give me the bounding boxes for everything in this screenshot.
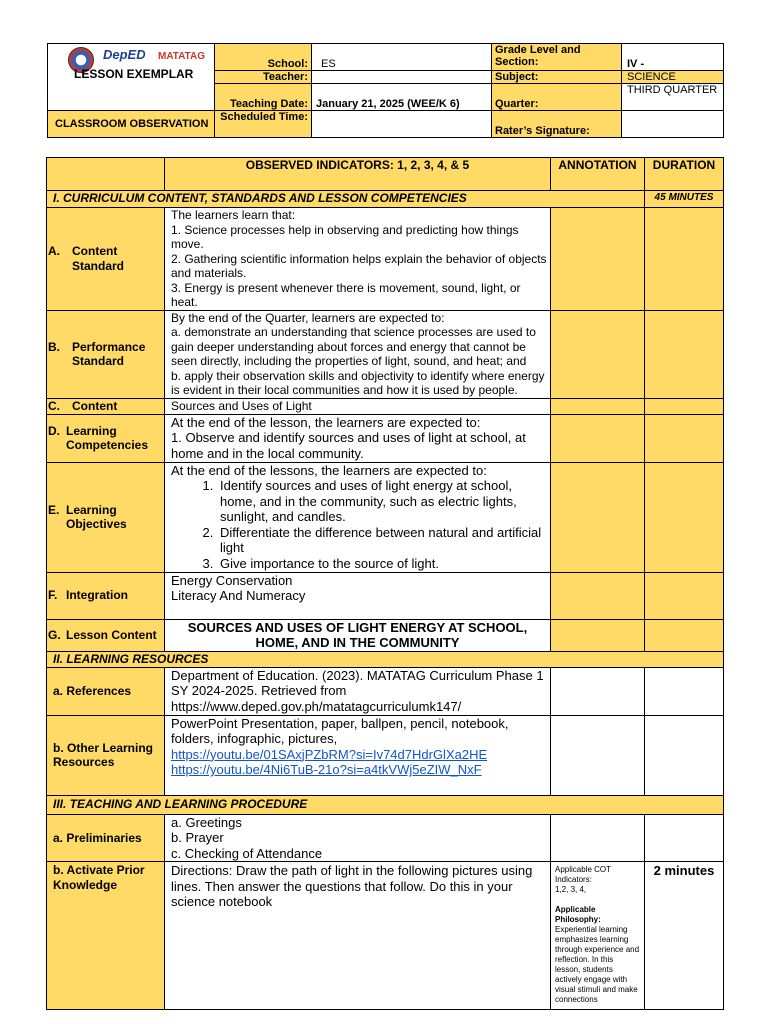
teacher-label: Teacher:: [215, 71, 312, 84]
prior-knowledge-text: Directions: Draw the path of light in the following pictures using lines. Then answer the questions that follow. Do this in your science notebook: [165, 862, 551, 1010]
rater-field[interactable]: [622, 111, 724, 138]
annotation-header: ANNOTATION: [551, 158, 645, 191]
resource-video-link[interactable]: https://youtu.be/01SAxjPZbRM?si=Iv74d7HdrGlXa2HE: [171, 746, 488, 762]
objective-item: 1. Identify sources and uses of light energy at school, home, and in the community, such as electric lights, sunlight, and candles.: [217, 478, 547, 525]
scheduled-label: Scheduled Time:: [215, 111, 312, 138]
section-teaching-procedure: III. TEACHING AND LEARNING PROCEDURE: [47, 795, 724, 814]
annotation-cell[interactable]: [551, 414, 645, 462]
grade-field[interactable]: IV -: [622, 44, 724, 71]
scheduled-field[interactable]: [312, 111, 492, 138]
learning-objectives-label: E. Learning Objectives: [47, 462, 165, 572]
duration-cell[interactable]: [645, 310, 724, 398]
teacher-field[interactable]: [312, 71, 492, 84]
duration-cell[interactable]: [645, 814, 724, 862]
references-label: a. References: [47, 667, 165, 715]
deped-logo: DepED: [103, 47, 146, 62]
school-field[interactable]: ES: [312, 44, 492, 71]
section-curriculum-content: I. CURRICULUM CONTENT, STANDARDS AND LESSON COMPETENCIES: [47, 191, 645, 208]
matatag-logo: MATATAG: [158, 51, 206, 62]
other-resources-label: b. Other Learning Resources: [47, 715, 165, 795]
quarter-field[interactable]: THIRD QUARTER: [622, 84, 724, 111]
preliminaries-text: a. Greetings b. Prayer c. Checking of Attendance: [165, 814, 551, 862]
annotation-cell[interactable]: [551, 715, 645, 795]
annotation-note: Applicable COT Indicators: 1,2, 3, 4, Applicable Philosophy: Experiential learning emphasizes learning through experience and reflection. In this lesson, students actively engage with visual stimuli and make connections: [551, 862, 645, 1010]
annotation-cell[interactable]: [551, 667, 645, 715]
prior-knowledge-duration: 2 minutes: [645, 862, 724, 1010]
lesson-table: [46, 157, 724, 1010]
duration-cell[interactable]: [645, 667, 724, 715]
header-table: [47, 43, 724, 138]
learning-competencies-text: At the end of the lesson, the learners are expected to: 1. Observe and identify sources and uses of light at school, at home and in the local community.: [165, 414, 551, 462]
objective-item: 3. Give importance to the source of light.: [217, 556, 547, 572]
learning-objectives-text: At the end of the lessons, the learners are expected to: 1. Identify sources and uses of light energy at school, home, and in the community, such as electric lights, sunlight, and candles. 2. Differentiate the difference between natural and artificial light 3. Give importance to the source of light.: [165, 462, 551, 572]
annotation-cell[interactable]: [551, 208, 645, 311]
logo-cell: [48, 44, 215, 111]
section-learning-resources: II. LEARNING RESOURCES: [47, 651, 724, 667]
quarter-label: Quarter:: [492, 84, 622, 111]
performance-standard-text: By the end of the Quarter, learners are expected to: a. demonstrate an understanding that science processes are used to gain deeper understanding about forces and energy that cannot be seen directly, including the properties of light, sound, and heat; and b. apply their observation skills and objectivity to identify where energy is evident in their local communities and how it is used by people.: [165, 310, 551, 398]
date-label: Teaching Date:: [215, 84, 312, 111]
classroom-observation-label: CLASSROOM OBSERVATION: [48, 111, 215, 138]
subject-label: Subject:: [492, 71, 622, 84]
annotation-cell[interactable]: [551, 572, 645, 619]
duration-cell[interactable]: [645, 208, 724, 311]
annotation-cell[interactable]: [551, 398, 645, 414]
references-text: Department of Education. (2023). MATATAG Curriculum Phase 1 SY 2024-2025. Retrieved from https://www.deped.gov.ph/matatagcurriculumk147/: [165, 667, 551, 715]
date-field[interactable]: January 21, 2025 (WEE/K 6): [312, 84, 492, 111]
duration-header: DURATION: [645, 158, 724, 191]
observed-indicators-header: OBSERVED INDICATORS: 1, 2, 3, 4, & 5: [165, 158, 551, 191]
preliminaries-label: a. Preliminaries: [47, 814, 165, 862]
resource-video-link[interactable]: https://youtu.be/4Ni6TuB-21o?si=a4tkVWj5eZIW_NxF: [171, 762, 482, 777]
integration-label: F. Integration: [47, 572, 165, 619]
school-label: School:: [215, 44, 312, 71]
duration-cell[interactable]: [645, 414, 724, 462]
duration-cell[interactable]: [645, 619, 724, 651]
lesson-content-label: G. Lesson Content: [47, 619, 165, 651]
prior-knowledge-label: b. Activate Prior Knowledge: [47, 862, 165, 1010]
grade-label: Grade Level and Section:: [492, 44, 622, 71]
content-label: C. Content: [47, 398, 165, 414]
duration-cell[interactable]: [645, 572, 724, 619]
learning-competencies-label: D. Learning Competencies: [47, 414, 165, 462]
subject-field[interactable]: SCIENCE: [622, 71, 724, 84]
section-duration: 45 MINUTES: [645, 191, 724, 208]
annotation-cell[interactable]: [551, 814, 645, 862]
page-title: LESSON EXEMPLAR: [74, 67, 194, 81]
duration-cell[interactable]: [645, 462, 724, 572]
rater-label: Rater’s Signature:: [492, 111, 622, 138]
content-text: Sources and Uses of Light: [165, 398, 551, 414]
duration-cell[interactable]: [645, 715, 724, 795]
content-standard-label: A. Content Standard: [47, 208, 165, 311]
other-resources-text: PowerPoint Presentation, paper, ballpen, pencil, notebook, folders, infographic, pictures, https://youtu.be/01SAxjPZbRM?si=Iv74d7HdrGlXa2HE https://youtu.be/4Ni6TuB-21o?si=a4tkVWj5eZIW_NxF: [165, 715, 551, 795]
performance-standard-label: B. Performance Standard: [47, 310, 165, 398]
content-standard-text: The learners learn that: 1. Science processes help in observing and predicting how things move. 2. Gathering scientific information helps explain the behavior of objects and materials. 3. Energy is present whenever there is movement, sound, light, or heat.: [165, 208, 551, 311]
duration-cell[interactable]: [645, 398, 724, 414]
annotation-cell[interactable]: [551, 310, 645, 398]
annotation-cell[interactable]: [551, 619, 645, 651]
lesson-content-title: SOURCES AND USES OF LIGHT ENERGY AT SCHOOL, HOME, AND IN THE COMMUNITY: [165, 619, 551, 651]
objective-item: 2. Differentiate the difference between natural and artificial light: [217, 525, 547, 556]
annotation-cell[interactable]: [551, 462, 645, 572]
integration-text: Energy Conservation Literacy And Numeracy: [165, 572, 551, 619]
